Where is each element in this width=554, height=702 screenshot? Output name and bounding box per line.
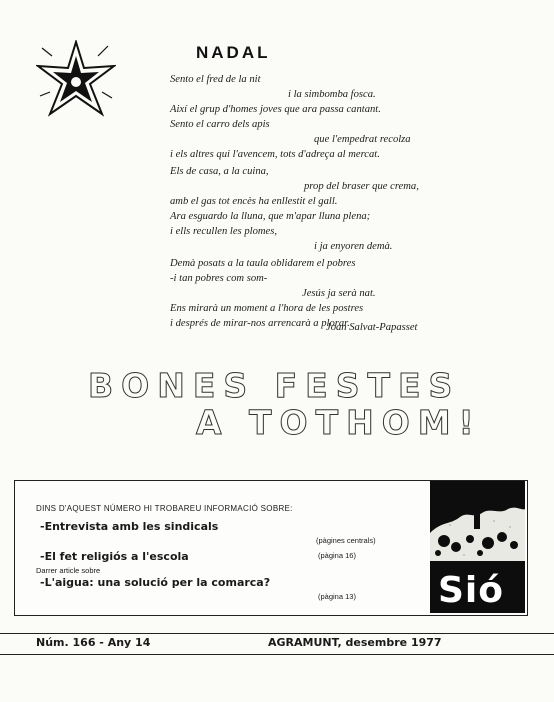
poem-stanza [170, 72, 470, 162]
poem-line: i ells recullen les plomes, [170, 226, 277, 237]
sio-logo [430, 481, 525, 613]
place-date: AGRAMUNT, desembre 1977 [268, 636, 442, 649]
logo-wordmark: Sió [438, 570, 504, 611]
index-item-title: -Entrevista amb les sindicals [40, 520, 219, 533]
poem-title: NADAL [196, 43, 271, 62]
poem-line: Ens mirarà un moment a l'hora de les postres [170, 303, 364, 314]
poem-line: i ja enyoren demà. [314, 241, 393, 252]
footer-divider [0, 654, 554, 655]
poem-body [170, 72, 470, 333]
star-icon [36, 40, 116, 118]
poem-line: amb el gas tot encès ha enllestit el gall. [170, 196, 338, 207]
index-item-note: (pàgina 13) [318, 592, 356, 601]
footer-divider [0, 633, 554, 634]
issue-number: Núm. 166 - Any 14 [36, 636, 151, 649]
poem-line: Els de casa, a la cuina, [170, 166, 269, 177]
poem-line: i després de mirar-nos arrencarà a plorar. [170, 318, 350, 329]
poem-line: Ara esguardo la lluna, que m'apar lluna plena; [170, 211, 371, 222]
poem-stanza [170, 164, 470, 254]
index-item-title: -El fet religiós a l'escola [40, 550, 189, 563]
poem-author: Joan Salvat-Papasset [326, 322, 418, 333]
poem-line: Demà posats a la taula oblidarem el pobres [170, 258, 356, 269]
index-item-title: -L'aigua: una solució per la comarca? [40, 576, 271, 589]
poem-stanza [170, 256, 470, 331]
poem-line: Sento el fred de la nit [170, 74, 261, 85]
poem-line: Sento el carro dels apis [170, 119, 270, 130]
poem-line: prop del braser que crema, [304, 181, 419, 192]
poem-line: i els altres qui l'avencem, tots d'adreça al mercat. [170, 149, 380, 160]
poem-line: que l'empedrat recolza [314, 134, 411, 145]
greeting-line-2: A TOTHOM! [196, 403, 482, 442]
greeting-line-1: BONES FESTES [88, 366, 461, 405]
index-item-note: (pàgines centrals) [316, 536, 376, 545]
index-header: DINS D'AQUEST NÚMERO HI TROBAREU INFORMACIÓ SOBRE: [36, 504, 293, 513]
index-item-pretext: Darrer article sobre [36, 566, 101, 575]
poem-line: Així el grup d'homes joves que ara passa cantant. [170, 104, 381, 115]
poem-line: Jesús ja serà nat. [302, 288, 376, 299]
index-item-note: (pàgina 16) [318, 551, 356, 560]
poem-line: -i tan pobres com som- [170, 273, 268, 284]
poem-line: i la simbomba fosca. [288, 89, 376, 100]
